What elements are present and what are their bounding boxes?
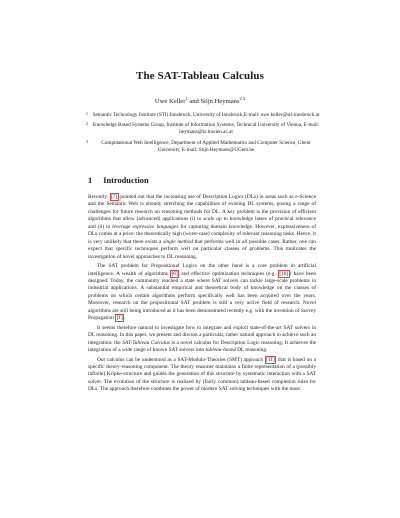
citation-link[interactable]: [7]: [110, 194, 118, 200]
author-line: [0, 95, 400, 105]
body-paragraph: [88, 263, 316, 323]
section-heading: [88, 176, 149, 185]
text-run: .: [124, 315, 126, 322]
author-affiliation-marker: 1: [185, 95, 188, 101]
citation-link[interactable]: [10]: [279, 270, 289, 277]
affiliation-list: [80, 112, 320, 157]
affiliation-text: Computational Web Intelligence, Department of Applied Mathematics and Computer Science, Ghent University, E-mail: Stijn.Heymans@UGent.be: [101, 139, 311, 153]
text-run: DL reasoning.: [235, 347, 268, 354]
text-run: for capturing domain knowledge. However, expressiveness of DLs comes at a price: the theoretically high (worst-case) complexity of relevant reasoning tasks. Hence, it is very unlikely that there exists a: [88, 223, 316, 245]
author-affiliation-marker: 2,3: [239, 95, 246, 101]
text-run: It seems therefore natural to investigate how to integrate and exploit state-of-the-art SAT solvers in DL reasoning. In this paper, we present and discuss a particular, rather natural approach to achieve such an integration: the: [88, 324, 316, 346]
text-run: pointed out that the increasing use of Description Logics (DLs) in areas such as e-Science and the Semantic Web is already stretching the capabilities of existing DL systems, posing a range of challenges for future research on reasoning methods for DL. A key problem is the provision of efficient algorithms that allow (advanced) applications (i) to: [88, 194, 316, 223]
text-run: The SAT problem for Propositional Logics on the other hand is a core problem in artificial intelligence. A wealth of algorithms: [88, 263, 316, 277]
affiliation-number: 1: [86, 111, 88, 116]
section-title: Introduction: [103, 176, 149, 185]
emphasized-text: scale up: [203, 216, 222, 223]
affiliation-text: Knowledge Based Systems Group, Institute of Information Systems, Technical University of Vienna, E-mail: heymans@kr.tuwien.ac.at: [92, 122, 320, 136]
author-name: Uwe Keller: [154, 98, 186, 105]
body-paragraph: [88, 357, 316, 394]
emphasized-text: SAT-Tableau Calculus: [122, 339, 170, 346]
author-separator: and: [187, 98, 201, 105]
body-paragraph: [88, 325, 316, 355]
affiliation-number: 2: [86, 121, 88, 127]
text-run: that is based on a specific theory-reasoning component. The theory reasoner maintains a finite representation of a (possibly infinite) Kripke-structure and guides the generation of this structure by systematic interaction with a SAT solver. The evolution of the structure is realized by (fairly common) tableau-based completion rules for DLs. The approach therefore combines the power of modern SAT solving techniques with the most: [88, 356, 316, 393]
paper-title: The SAT-Tableau Calculus: [136, 70, 264, 82]
affiliation-number: 3: [86, 138, 88, 144]
text-run: to knowledge bases of practical relevance and (ii) to: [88, 216, 316, 230]
body-paragraph: [88, 194, 316, 261]
citation-link[interactable]: [6]: [171, 270, 178, 277]
text-run: possible cases. Rather, one can expect that specific techniques perform well on particular classes of problems. This motivates the investigation of novel approaches to DL reasoning.: [88, 238, 316, 260]
emphasized-text: leverage expressive languages: [112, 223, 179, 230]
text-run: ) have been designed. Today, the community reached a state where SAT solvers can tackle large-scale problems in industrial applications. A substantial empirical and theoretical body of knowledge on the classes of problems on which certain algorithms perform specifically well has been acquired over the years. Moreover, research on the propositional SAT problem is still a very active field of research. Novel algorithms are still being introduced as it has been demonstrated recently e.g. with the invention of Survey Propagation: [88, 270, 316, 322]
emphasized-text: all: [241, 238, 248, 245]
body-text: [88, 194, 316, 396]
affiliation-item: [80, 140, 320, 154]
section-number: 1: [88, 176, 93, 185]
text-run: that performs well in: [193, 238, 242, 245]
text-run: and effective optimization techniques (e.g.: [179, 270, 278, 277]
text-run: Recently,: [88, 194, 110, 200]
text-run: Our calculus can be understood as a SAT-Modulo-Theories (SMT) approach: [97, 356, 265, 363]
text-run: is a novel calculus for Description Logic reasoning. It achieves the integration of a wide range of known SAT solvers into: [88, 339, 316, 354]
author-name: Stijn Heymans: [200, 98, 240, 105]
emphasized-text: tableau-based: [205, 347, 236, 354]
citation-link[interactable]: [11]: [266, 356, 275, 363]
affiliation-text: Semantic Technology Institute (STI) Innsbruck, University of Innsbruck,E-mail: uwe.keller@sti-innsbruck.at: [92, 112, 320, 118]
citation-link[interactable]: [1]: [116, 315, 123, 322]
emphasized-text: single method: [162, 238, 194, 245]
affiliation-item: [80, 112, 320, 119]
affiliation-item: [80, 122, 320, 136]
